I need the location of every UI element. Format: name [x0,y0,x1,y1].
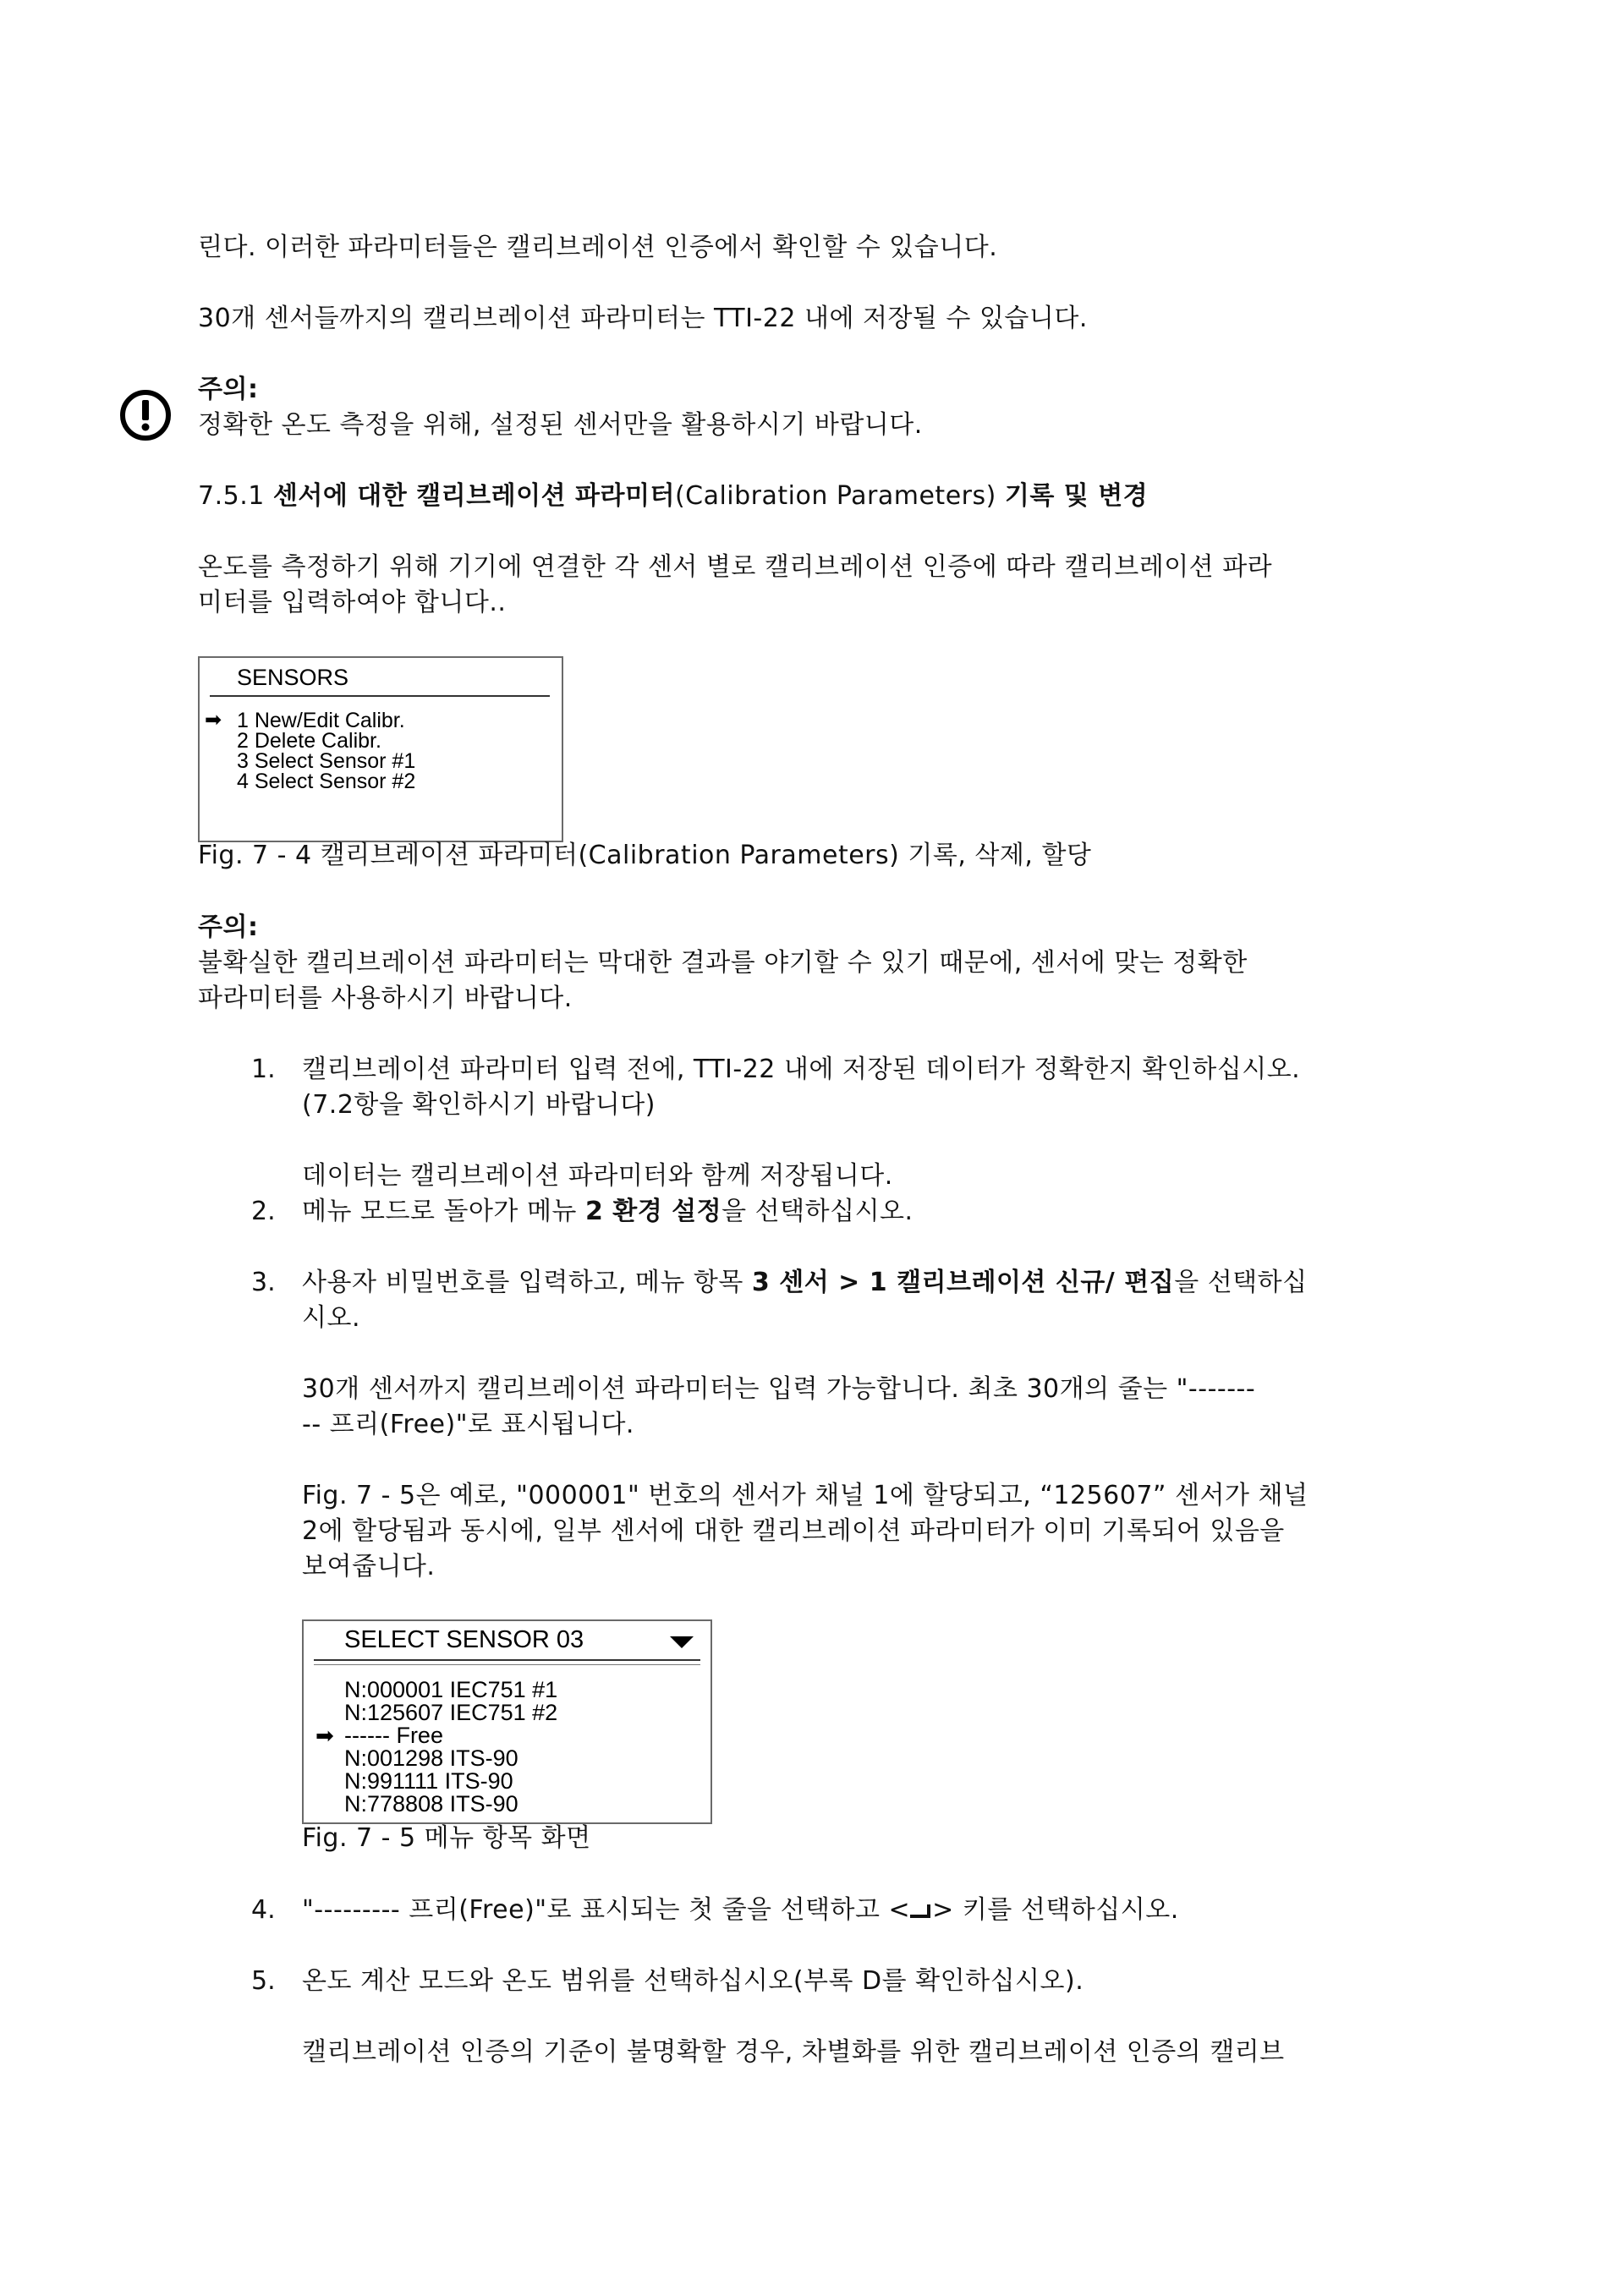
step-paragraph: Fig. 7 - 5은 예로, "000001" 번호의 센서가 채널 1에 할당되고, “125607” 센서가 채널 [302,1481,1309,1510]
step-text-part: 을 선택하십시오. [721,1197,914,1226]
step-note: 캘리브레이션 인증의 기준이 불명확할 경우, 차별화를 위한 캘리브레이션 인증의 캘리브 [302,2037,1285,2067]
menu-reference: 2 환경 설정 [584,1197,722,1226]
sensors-menu-screenshot [198,656,563,842]
section-title-ko: 센서에 대한 캘리브레이션 파라미터 [272,481,675,511]
select-sensor-screenshot [302,1619,712,1824]
step-paragraph: 30개 센서까지 캘리브레이션 파라미터는 입력 가능합니다. 최초 30개의 줄는 "------- [302,1374,1256,1404]
sensor-list-item: N:125607 IEC751 #2 [344,1700,558,1725]
step-number: 3. [251,1268,276,1297]
lcd-menu-item: 2 Delete Calibr. [237,729,381,753]
step-text-part: 사용자 비밀번호를 입력하고, 메뉴 항목 [302,1268,752,1297]
section-number: 7.5.1 [198,481,265,511]
step-text [302,1194,1435,1230]
figure-caption: Fig. 7 - 5 메뉴 항목 화면 [302,1823,591,1853]
step-paragraph: 2에 할당됨과 동시에, 일부 센서에 대한 캘리브레이션 파라미터가 이미 기록되어 있음을 [302,1516,1285,1546]
menu-reference: 3 센서 > 1 캘리브레이션 신규/ 편집 [751,1268,1175,1297]
step-number: 5. [251,1966,276,1996]
lcd-menu-item: 4 Select Sensor #2 [237,770,416,793]
step-paragraph: 보여줍니다. [302,1552,436,1581]
notice-label: 주의: [198,375,259,404]
intro-line: 미터를 입력하여야 합니다.. [198,588,507,617]
section-title-en: (Calibration Parameters) [674,481,996,511]
sensor-list-item: N:001298 ITS-90 [344,1745,518,1771]
step-text: 시오. [302,1303,360,1333]
step-note: 데이터는 캘리브레이션 파라미터와 함께 저장됩니다. [302,1161,893,1191]
selection-arrow-icon: ➡ [205,709,222,732]
lcd-divider [210,695,550,697]
notice-text: 불확실한 캘리브레이션 파라미터는 막대한 결과를 야기할 수 있기 때문에, 센서에 맞는 정확한 [198,948,1248,978]
step-text [302,1893,1435,1928]
sensor-list-item: ------ Free [344,1723,443,1748]
step-number: 1. [251,1055,276,1084]
section-title-ko-2: 기록 및 변경 [1004,481,1149,511]
paragraph: 린다. 이러한 파라미터들은 캘리브레이션 인증에서 확인할 수 있습니다. [198,233,998,262]
step-number: 2. [251,1197,276,1226]
lcd-menu-item: 3 Select Sensor #1 [237,749,416,773]
dropdown-triangle-icon [670,1636,694,1648]
step-text: 캘리브레이션 파라미터 입력 전에, TTI-22 내에 저장된 데이터가 정확한지 확인하십시오. [302,1055,1301,1084]
step-text-part: 을 선택하십 [1174,1268,1308,1297]
step-number: 4. [251,1895,276,1925]
paragraph: 30개 센서들까지의 캘리브레이션 파라미터는 TTI-22 내에 저장될 수 있습니다. [198,304,1088,333]
lcd-divider [314,1664,700,1665]
notice-text: 정확한 온도 측정을 위해, 설정된 센서만을 활용하시기 바랍니다. [198,410,923,440]
notice-label: 주의: [198,912,259,942]
selection-arrow-icon: ➡ [315,1723,334,1748]
enter-key-icon [910,1904,932,1918]
sensor-list-item: N:000001 IEC751 #1 [344,1677,558,1702]
step-text-part: 메뉴 모드로 돌아가 메뉴 [302,1197,585,1226]
notice-text: 파라미터를 사용하시기 바랍니다. [198,984,573,1013]
step-text-part: > 키를 선택하십시오. [932,1895,1179,1925]
lcd-menu-item: 1 New/Edit Calibr. [237,709,405,732]
sensor-list-item: N:778808 ITS-90 [344,1791,518,1817]
sensor-list-item: N:991111 ITS-90 [344,1768,513,1794]
lcd-title: SENSORS [237,665,349,690]
step-text: (7.2항을 확인하시기 바랍니다) [302,1090,656,1120]
step-text: 온도 계산 모드와 온도 범위를 선택하십시오(부록 D를 확인하십시오). [302,1966,1084,1996]
step-text [302,1265,1435,1301]
section-heading [198,479,1433,514]
step-paragraph: -- 프리(Free)"로 표시됩니다. [302,1410,634,1439]
figure-caption: Fig. 7 - 4 캘리브레이션 파라미터(Calibration Parameters) 기록, 삭제, 할당 [198,841,1092,870]
lcd-title: SELECT SENSOR 03 [344,1626,584,1653]
intro-line: 온도를 측정하기 위해 기기에 연결한 각 센서 별로 캘리브레이션 인증에 따라 캘리브레이션 파라 [198,552,1273,582]
lcd-divider [314,1659,700,1661]
step-text-part: "--------- 프리(Free)"로 표시되는 첫 줄을 선택하고 < [302,1895,911,1925]
exclamation-circle-icon [119,389,172,441]
